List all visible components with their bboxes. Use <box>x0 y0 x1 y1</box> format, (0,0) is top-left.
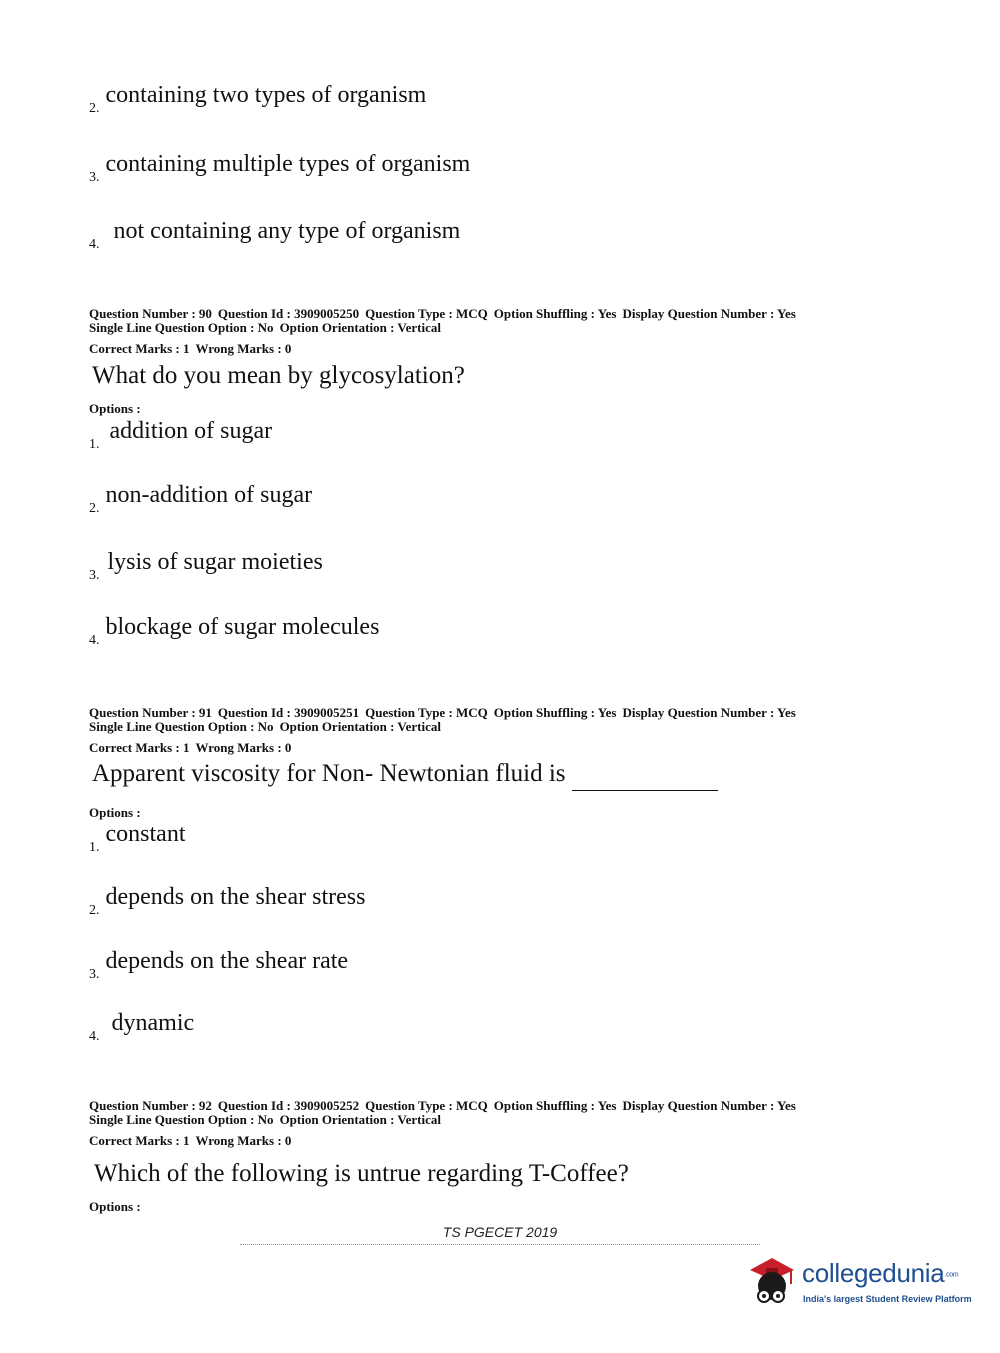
option-number: 4. <box>89 1029 100 1044</box>
question-text-content: Apparent viscosity for Non- Newtonian fluid is <box>92 760 566 787</box>
options-label: Options : <box>89 1199 141 1214</box>
option-text: constant <box>105 821 186 847</box>
footer-divider <box>240 1244 760 1245</box>
logo-wordmark: collegedunia.com <box>802 1258 959 1288</box>
option-item <box>89 418 273 452</box>
option-item <box>89 218 461 252</box>
option-text: depends on the shear rate <box>105 948 349 974</box>
question-meta: Question Number : 90 Question Id : 3909005250 Question Type : MCQ Option Shuffling : Yes Display Question Number : Yes Single Line Question Option : No Option Orientation : Vertical <box>89 306 796 335</box>
option-text: addition of sugar <box>109 418 273 444</box>
options-label: Options : <box>89 401 141 416</box>
question-text: What do you mean by glycosylation? <box>92 362 465 389</box>
fill-in-blank <box>572 762 718 791</box>
option-number: 1. <box>89 437 100 452</box>
option-text: blockage of sugar molecules <box>105 614 380 640</box>
option-number: 4. <box>89 237 100 252</box>
option-text: lysis of sugar moieties <box>107 549 323 575</box>
question-meta: Question Number : 91 Question Id : 3909005251 Question Type : MCQ Option Shuffling : Yes Display Question Number : Yes Single Line Question Option : No Option Orientation : Vertical <box>89 705 796 734</box>
logo-tagline: India's largest Student Review Platform <box>803 1294 972 1304</box>
option-number: 2. <box>89 501 100 516</box>
option-item <box>89 1010 195 1044</box>
collegedunia-logo <box>742 1252 972 1312</box>
option-item <box>89 549 323 583</box>
question-meta: Question Number : 92 Question Id : 3909005252 Question Type : MCQ Option Shuffling : Yes Display Question Number : Yes Single Line Question Option : No Option Orientation : Vertical <box>89 1098 796 1127</box>
option-text: not containing any type of organism <box>113 218 461 244</box>
option-item <box>89 82 427 116</box>
option-item <box>89 151 471 185</box>
option-text: dynamic <box>111 1010 195 1036</box>
question-marks: Correct Marks : 1 Wrong Marks : 0 <box>89 740 292 755</box>
graduate-mascot-icon <box>742 1252 802 1312</box>
option-item <box>89 884 366 918</box>
option-item <box>89 948 349 982</box>
options-label: Options : <box>89 805 141 820</box>
question-marks: Correct Marks : 1 Wrong Marks : 0 <box>89 1133 292 1148</box>
option-number: 3. <box>89 967 100 982</box>
option-text: depends on the shear stress <box>105 884 366 910</box>
option-text: non-addition of sugar <box>105 482 313 508</box>
option-number: 2. <box>89 903 100 918</box>
question-text <box>92 760 718 789</box>
option-item <box>89 482 313 516</box>
option-number: 1. <box>89 840 100 855</box>
option-number: 3. <box>89 170 100 185</box>
option-text: containing multiple types of organism <box>105 151 471 177</box>
question-text: Which of the following is untrue regarding T-Coffee? <box>94 1160 629 1187</box>
question-marks: Correct Marks : 1 Wrong Marks : 0 <box>89 341 292 356</box>
option-number: 2. <box>89 101 100 116</box>
option-number: 4. <box>89 633 100 648</box>
option-item <box>89 821 186 855</box>
option-item <box>89 614 380 648</box>
footer-exam-label: TS PGECET 2019 <box>442 1224 558 1240</box>
option-number: 3. <box>89 568 100 583</box>
option-text: containing two types of organism <box>105 82 427 108</box>
